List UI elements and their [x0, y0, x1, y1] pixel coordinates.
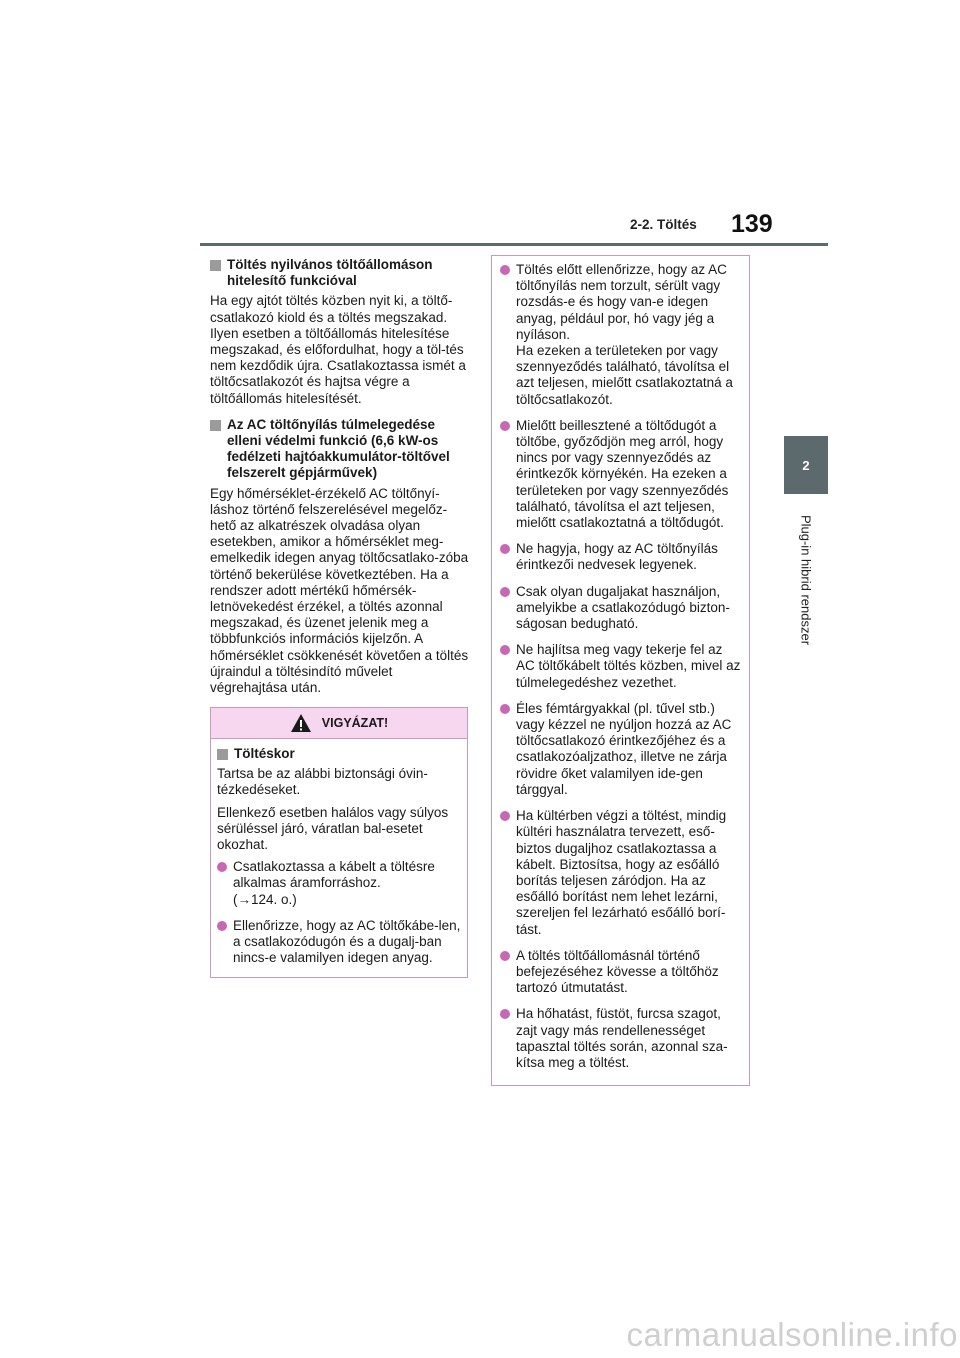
bullet-text-line: Töltés előtt ellenőrizze, hogy az AC töltőnyílás nem torzult, sérült vagy rozsdás-e és hogy van-e idegen anyag, például por, hó vagy jég a nyíláson.: [516, 262, 727, 342]
bullet-dot-icon: [500, 645, 510, 655]
warning-bullet-text: Ellenőrizze, hogy az AC töltőkábe-len, a csatlakozódugón és a dugalj-ban nincs-e valamilyen idegen anyag.: [233, 917, 461, 966]
caution-bullet-text: Ne hajlítsa meg vagy tekerje fel az AC töltőkábelt töltés közben, mivel az túlmelegedéshez vezethet.: [516, 642, 741, 690]
warning-bullet: [217, 918, 461, 967]
right-caution-box: [491, 255, 750, 1086]
square-bullet-icon: [210, 420, 221, 431]
warning-triangle-icon: [290, 713, 312, 733]
warning-paragraph: Tartsa be az alábbi biztonsági óvin-tézkedéseket.: [217, 766, 428, 798]
caution-bullet-text: [516, 262, 741, 408]
bullet-text-line: Csatlakoztassa a kábelt a töltésre alkalmas áramforráshoz.: [233, 859, 435, 891]
caution-bullet: [500, 808, 741, 938]
section-paragraph: Ha egy ajtót töltés közben nyit ki, a töltő-csatlakozó kiold és a töltés megszakad. Ilyen esetben a töltőállomás hitelesítése megszakad, és előfordulhat, hogy a töl-tés nem kezdődik újra. Csatlakoztassa ismét a töltőcsatlakozót és hajtsa végre a töltőállomás hitelesítését.: [210, 293, 466, 406]
watermark: carmanualsonline.info: [626, 1316, 958, 1353]
caution-bullet: [500, 584, 741, 633]
chapter-number: 2: [802, 457, 810, 473]
caution-bullet: [500, 541, 741, 573]
bullet-text-line: Ha ezeken a területeken por vagy szennyeződés található, távolítsa el azt teljesen, mielőtt csatlakoztatná a töltőcsatlakozót.: [516, 343, 733, 407]
section-paragraph: Egy hőmérséklet-érzékelő AC töltőnyí-láshoz történő felszerelésével megelőz-hető az alkatrészek olvadása olyan esetekben, amikor a hőmérséklet meg-emelkedik idegen anyag töltőcsatlako-zóba történő bekerülése következtében. Ha a rendszer adott mértékű hőmérsék-letnövekedést érzékel, a töltés azonnal megszakad, és üzenet jelenik meg a többfunkciós információs kijelzőn. A hőmérséklet csökkenését követően a töltés újraindul a töltésindító művelet végrehajtása után.: [210, 485, 469, 696]
warning-body: [211, 739, 467, 966]
caution-bullet-text: Éles fémtárgyakkal (pl. tűvel stb.) vagy kézzel ne nyúljon hozzá az AC töltőcsatlakozó érintkezőjéhez és a csatlakozóaljzathoz, illetve ne zárja rövidre őket valamilyen ide-gen tárggyal.: [516, 700, 732, 797]
warning-heading-text: Töltéskor: [234, 746, 295, 761]
left-column: [210, 257, 472, 706]
caution-bullet-text: Ha kültérben végzi a töltést, mindig kültéri használatra tervezett, eső-biztos dugaljhoz csatlakoztassa a kábelt. Biztosítsa, hogy az esőálló borítás teljesen záródjon. Ha az esőálló borítást nem lehet lezárni, szereljen fel lezárható esőálló borí-tást.: [516, 808, 727, 937]
page-number: 139: [731, 210, 773, 238]
bullet-dot-icon: [500, 265, 510, 275]
section-heading-text: Az AC töltőnyílás túlmelegedése elleni védelmi funkció (6,6 kW-os fedélzeti hajtóakkumulátor-töltővel felszerelt gépjárművek): [227, 416, 450, 481]
bullet-dot-icon: [500, 951, 510, 961]
bullet-dot-icon: [500, 704, 510, 714]
caution-bullet: [500, 418, 741, 531]
warning-box: [210, 707, 468, 978]
bullet-dot-icon: [500, 421, 510, 431]
caution-bullet: [500, 948, 741, 997]
square-bullet-icon: [217, 749, 228, 760]
caution-bullet-text: Ha hőhatást, füstöt, furcsa szagot, zajt vagy más rendellenességet tapasztal töltés során, azonnal sza-kítsa meg a töltést.: [516, 1006, 728, 1070]
caution-bullet-text: Ne hagyja, hogy az AC töltőnyílás érintkezői nedvesek legyenek.: [516, 541, 718, 573]
header-rule: [200, 243, 828, 246]
bullet-dot-icon: [500, 1009, 510, 1019]
warning-header: [211, 708, 467, 739]
chapter-side-title: Plug-in hibrid rendszer: [798, 514, 814, 646]
caution-bullet-text: Csak olyan dugaljakat használjon, amelyikbe a csatlakozódugó bizton-ságosan bedugható.: [516, 583, 730, 632]
section-heading: [210, 257, 472, 289]
warning-heading: [217, 746, 461, 762]
caution-bullet-text: A töltés töltőállomásnál történő befejezéséhez kövesse a töltőhöz tartozó útmutatást.: [516, 947, 719, 996]
caution-bullet: [500, 262, 741, 408]
section-title: 2-2. Töltés: [630, 217, 697, 232]
section-heading: [210, 417, 472, 482]
square-bullet-icon: [210, 260, 221, 271]
warning-paragraph: Ellenkező esetben halálos vagy súlyos sérüléssel járó, váratlan bal-esetet okozhat.: [217, 804, 449, 853]
warning-label: VIGYÁZAT!: [321, 716, 389, 730]
warning-bullet: [217, 859, 461, 908]
warning-bullet-text: [233, 859, 461, 908]
section-heading-text: Töltés nyilvános töltőállomáson hitelesítő funkcióval: [227, 257, 433, 289]
caution-bullet: [500, 701, 741, 798]
bullet-dot-icon: [500, 811, 510, 821]
caution-bullet: [500, 642, 741, 691]
page-reference: (→124. o.): [233, 891, 297, 907]
bullet-dot-icon: [500, 544, 510, 554]
bullet-dot-icon: [500, 587, 510, 597]
caution-bullet-text: Mielőtt beillesztené a töltődugót a töltőbe, győződjön meg arról, hogy nincs por vagy szennyeződés az érintkezők környékén. Ha ezeken a területeken por vagy szennyeződés található, távolítsa el azt teljesen, mielőtt csatlakoztatná a töltődugót.: [516, 417, 729, 531]
chapter-tab: [784, 436, 828, 494]
caution-bullet: [500, 1006, 741, 1071]
bullet-dot-icon: [217, 921, 227, 931]
bullet-dot-icon: [217, 862, 227, 872]
